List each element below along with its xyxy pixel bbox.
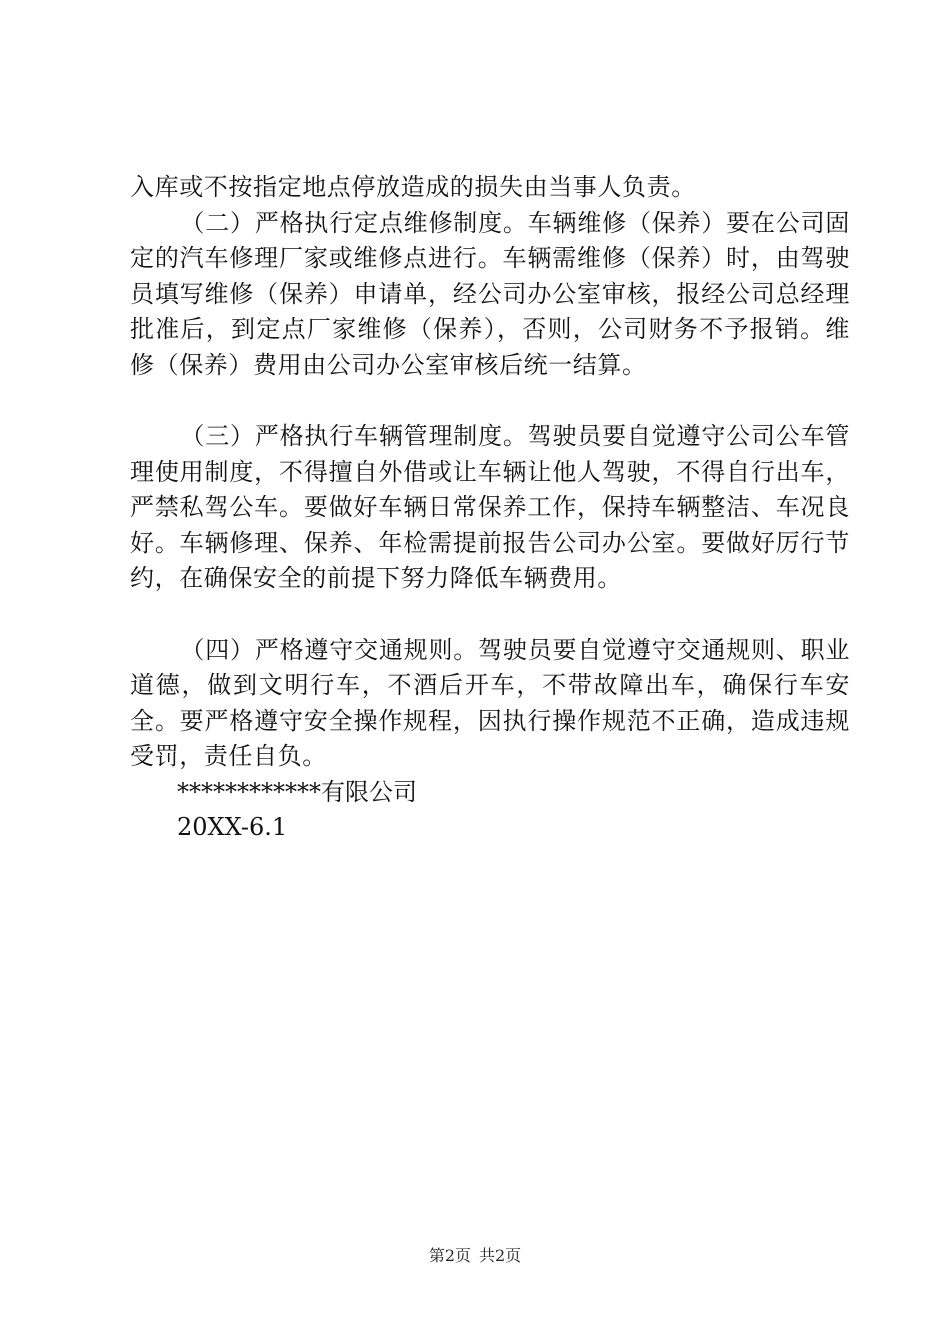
paragraph-traffic-rules: （四）严格遵守交通规则。驾驶员要自觉遵守交通规则、职业道德，做到文明行车，不酒后开车，不带故障出车，确保行车安全。要严格遵守安全操作规程，因执行操作规范不正确，造成违规受罚，责任自负。 <box>130 635 850 770</box>
page-number-current: 第2页 <box>428 1246 471 1265</box>
page-number-total: 共2页 <box>479 1246 522 1265</box>
paragraph-vehicle-management: （三）严格执行车辆管理制度。驾驶员要自觉遵守公司公车管理使用制度，不得擅自外借或让车辆让他人驾驶，不得自行出车，严禁私驾公车。要做好车辆日常保养工作，保持车辆整洁、车况良好。车辆修理、保养、年检需提前报告公司办公室。要做好厉行节约，在确保安全的前提下努力降低车辆费用。 <box>130 422 850 592</box>
signature-date: 20XX-6.1 <box>177 813 288 841</box>
document-body <box>130 170 850 846</box>
paragraph-continuation: 入库或不按指定地点停放造成的损失由当事人负责。 <box>130 173 696 201</box>
paragraph-repair-policy: （二）严格执行定点维修制度。车辆维修（保养）要在公司固定的汽车修理厂家或维修点进行。车辆需维修（保养）时，由驾驶员填写维修（保养）申请单，经公司办公室审核，报经公司总经理批准后，到定点厂家维修（保养），否则，公司财务不予报销。维修（保养）费用由公司办公室审核后统一结算。 <box>130 208 850 379</box>
signature-company: ************有限公司 <box>177 777 417 806</box>
page-footer <box>0 1243 950 1266</box>
